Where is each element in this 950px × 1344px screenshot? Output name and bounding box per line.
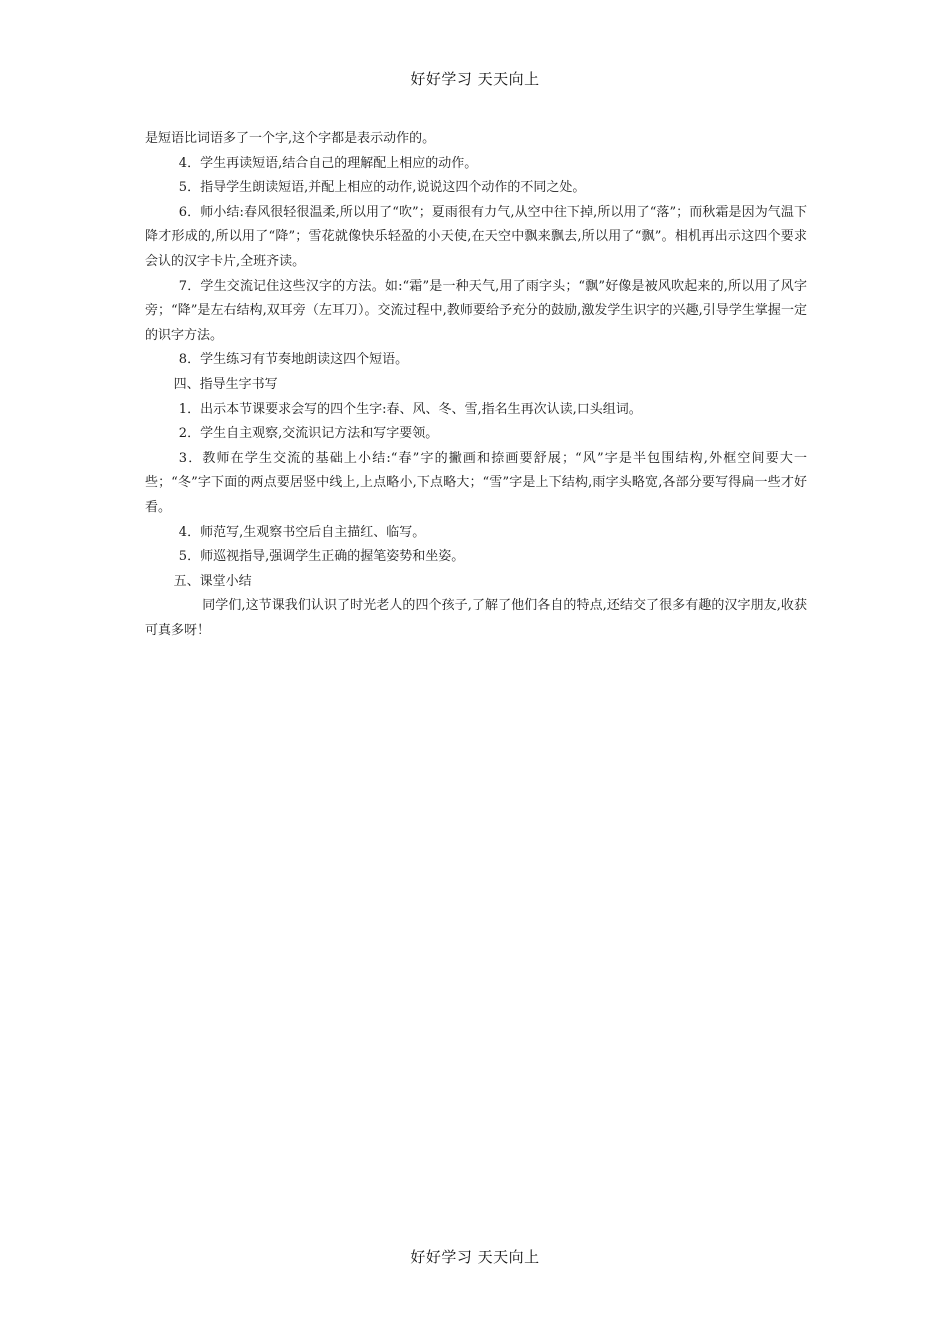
paragraph-step-8: 8．学生练习有节奏地朗读这四个短语。 [178,352,409,368]
paragraph-step-6: 6．师小结:春风很轻很温柔,所以用了“吹”；夏雨很有力气,从空中往下掉,所以用了“落”；而秋霜是因为气温下降才形成的,所以用了“降”；雪花就像快乐轻盈的小天使,在天空中飘来飘去,所以用了“飘”。相机再出示这四个要求会认的汉字卡片,全班齐读。 [145,204,807,269]
section-heading-summary: 五、课堂小结 [173,573,252,589]
paragraph-step-7: 7．学生交流记住这些汉字的方法。如:“霜”是一种天气,用了雨字头；“飘”好像是被风吹起来的,所以用了风字旁；“降”是左右结构,双耳旁（左耳刀）。交流过程中,教师要给予充分的鼓励,激发学生识字的兴趣,引导学生掌握一定的识字方法。 [145,278,807,343]
section-heading-writing: 四、指导生字书写 [173,376,278,392]
paragraph-step-4: 4．学生再读短语,结合自己的理解配上相应的动作。 [178,155,478,171]
paragraph-step-5: 5．指导学生朗读短语,并配上相应的动作,说说这四个动作的不同之处。 [178,180,586,196]
paragraph-writing-4: 4．师范写,生观察书空后自主描红、临写。 [178,524,426,540]
page-header: 好好学习 天天向上 [410,70,540,88]
paragraph-writing-3: 3．教师在学生交流的基础上小结:“春”字的撇画和捺画要舒展；“风”字是半包围结构,外框空间要大一些；“冬”字下面的两点要居竖中线上,上点略小,下点略大；“雪”字是上下结构,雨字头略宽,各部分要写得扁一些才好看。 [145,450,807,515]
paragraph-summary: 同学们,这节课我们认识了时光老人的四个孩子,了解了他们各自的特点,还结交了很多有趣的汉字朋友,收获可真多呀！ [145,598,807,638]
page-footer: 好好学习 天天向上 [410,1248,540,1266]
document-body [145,127,807,643]
paragraph-continued: 是短语比词语多了一个字,这个字都是表示动作的。 [145,131,436,146]
paragraph-writing-1: 1．出示本节课要求会写的四个生字:春、风、冬、雪,指名生再次认读,口头组词。 [178,401,642,417]
paragraph-writing-5: 5．师巡视指导,强调学生正确的握笔姿势和坐姿。 [178,549,465,565]
paragraph-writing-2: 2．学生自主观察,交流识记方法和写字要领。 [178,426,439,442]
